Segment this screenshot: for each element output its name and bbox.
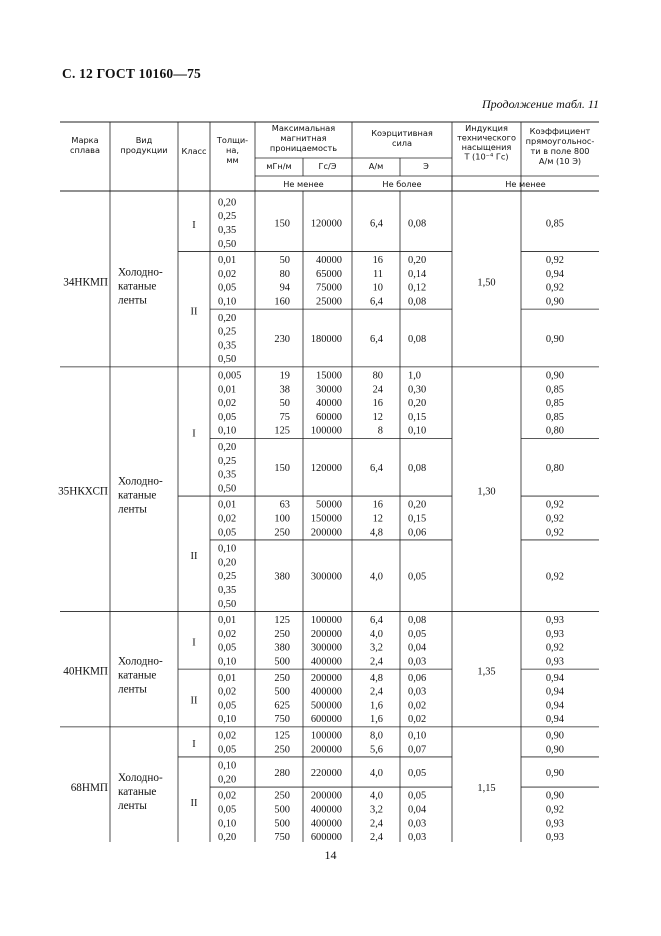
coercivity-oe-value: 0,06 <box>408 672 427 684</box>
coercivity-am-value: 11 <box>372 268 383 280</box>
rect-coef-value: 0,85 <box>545 411 564 423</box>
unit-gs-per-oe: Гс/Э <box>318 161 337 171</box>
permeability-mh-value: 125 <box>274 425 290 437</box>
permeability-gs-value: 150000 <box>310 513 342 525</box>
thickness-value: 0,02 <box>218 790 237 802</box>
product-type: катаные <box>118 280 157 293</box>
coercivity-oe-value: 0,20 <box>408 255 427 267</box>
permeability-mh-value: 500 <box>274 686 290 698</box>
thickness-value: 0,20 <box>218 441 237 453</box>
coercivity-am-value: 6,4 <box>370 296 383 308</box>
thickness-value: 0,05 <box>218 282 237 294</box>
coercivity-am-value: 1,6 <box>370 700 383 712</box>
permeability-mh-value: 250 <box>274 744 290 756</box>
thickness-value: 0,35 <box>218 584 237 596</box>
permeability-gs-value: 25000 <box>316 296 342 308</box>
rect-coef-value: 0,92 <box>545 642 564 654</box>
thickness-value: 0,05 <box>218 527 237 539</box>
permeability-mh-value: 150 <box>274 218 290 230</box>
column-header-induction: Т (10⁻⁴ Гс) <box>464 151 509 162</box>
thickness-value: 0,05 <box>218 411 237 423</box>
rect-coef-value: 0,92 <box>545 255 564 267</box>
column-header-permeability: проницаемость <box>269 143 338 153</box>
unit-mh-per-m: мГн/м <box>266 161 292 171</box>
column-header-rect-coef: А/м (10 Э) <box>538 156 582 166</box>
page-header: С. 12 ГОСТ 10160—75 <box>62 66 201 81</box>
permeability-gs-value: 400000 <box>310 686 342 698</box>
permeability-mh-value: 380 <box>274 642 290 654</box>
thickness-value: 0,10 <box>218 543 237 555</box>
permeability-mh-value: 100 <box>274 513 290 525</box>
thickness-value: 0,02 <box>218 268 237 280</box>
thickness-value: 0,05 <box>218 804 237 816</box>
coercivity-am-value: 6,4 <box>370 463 383 475</box>
coercivity-oe-value: 0,02 <box>408 714 427 726</box>
column-header-thickness: на, <box>226 145 239 155</box>
permeability-gs-value: 500000 <box>310 700 342 712</box>
coercivity-am-value: 16 <box>372 499 383 511</box>
coercivity-am-value: 4,0 <box>370 628 383 640</box>
rect-coef-value: 0,93 <box>545 818 564 830</box>
permeability-mh-value: 50 <box>279 255 290 267</box>
rect-coef-value: 0,90 <box>545 334 564 345</box>
coercivity-am-value: 2,4 <box>370 656 383 668</box>
coercivity-am-value: 2,4 <box>370 686 383 698</box>
product-type: Холодно- <box>118 772 163 785</box>
thickness-value: 0,20 <box>218 832 237 844</box>
coercivity-am-value: 5,6 <box>370 744 383 756</box>
permeability-mh-value: 63 <box>279 499 290 511</box>
permeability-gs-value: 200000 <box>310 790 342 802</box>
permeability-mh-value: 230 <box>274 334 290 345</box>
thickness-value: 0,02 <box>218 730 237 742</box>
class-label: II <box>190 551 198 562</box>
thickness-value: 0,02 <box>218 686 237 698</box>
coercivity-am-value: 3,2 <box>370 804 383 816</box>
permeability-gs-value: 120000 <box>310 218 342 230</box>
permeability-mh-value: 250 <box>274 672 290 684</box>
rect-coef-value: 0,85 <box>545 218 564 230</box>
thickness-value: 0,01 <box>218 499 237 511</box>
thickness-value: 0,50 <box>218 354 237 366</box>
rect-coef-value: 0,90 <box>545 296 564 308</box>
alloy-grade: 40НКМП <box>63 665 108 678</box>
thickness-value: 0,20 <box>218 557 237 569</box>
thickness-value: 0,50 <box>218 598 237 610</box>
coercivity-oe-value: 0,15 <box>408 411 427 423</box>
product-type: ленты <box>118 503 147 516</box>
thickness-value: 0,01 <box>218 672 237 684</box>
column-header-induction: технического <box>457 132 516 143</box>
limit-not-more-coerc: Не более <box>382 179 422 189</box>
rect-coef-value: 0,90 <box>545 790 564 802</box>
rect-coef-value: 0,85 <box>545 398 564 410</box>
product-type: ленты <box>118 683 147 696</box>
permeability-mh-value: 380 <box>274 571 290 583</box>
coercivity-oe-value: 0,05 <box>408 628 427 640</box>
rect-coef-value: 0,92 <box>545 499 564 511</box>
coercivity-am-value: 4,8 <box>370 527 383 539</box>
column-header-class: Класс <box>181 146 207 156</box>
permeability-mh-value: 125 <box>274 615 290 627</box>
rect-coef-value: 0,92 <box>545 513 564 525</box>
coercivity-oe-value: 0,03 <box>408 832 427 844</box>
permeability-gs-value: 400000 <box>310 656 342 668</box>
thickness-value: 0,10 <box>218 760 237 772</box>
table-continuation-caption: Продолжение табл. 11 <box>481 97 599 111</box>
coercivity-oe-value: 0,08 <box>408 296 427 308</box>
product-type: Холодно- <box>118 655 163 668</box>
permeability-mh-value: 75 <box>279 411 290 423</box>
permeability-mh-value: 160 <box>274 296 290 308</box>
permeability-mh-value: 150 <box>274 463 290 475</box>
permeability-mh-value: 250 <box>274 527 290 539</box>
rect-coef-value: 0,92 <box>545 282 564 294</box>
permeability-mh-value: 500 <box>274 804 290 816</box>
product-type: катаные <box>118 786 157 799</box>
page-number: 14 <box>324 848 337 862</box>
coercivity-am-value: 4,0 <box>370 790 383 802</box>
coercivity-am-value: 3,2 <box>370 642 383 654</box>
permeability-mh-value: 750 <box>274 832 290 844</box>
permeability-gs-value: 400000 <box>310 818 342 830</box>
rect-coef-value: 0,93 <box>545 656 564 668</box>
column-header-rect-coef: Коэффициент <box>529 126 591 136</box>
coercivity-oe-value: 0,05 <box>408 768 427 779</box>
permeability-gs-value: 120000 <box>310 463 342 475</box>
coercivity-am-value: 80 <box>372 370 383 382</box>
coercivity-am-value: 6,4 <box>370 334 383 345</box>
permeability-mh-value: 80 <box>279 268 290 280</box>
coercivity-oe-value: 0,06 <box>408 527 427 539</box>
class-label: II <box>190 798 198 810</box>
unit-a-per-m: А/м <box>368 161 384 171</box>
column-header-grade: Марка <box>71 135 99 145</box>
class-label: I <box>192 637 196 649</box>
coercivity-am-value: 1,6 <box>370 714 383 726</box>
coercivity-oe-value: 0,20 <box>408 398 427 410</box>
induction-value: 1,50 <box>477 277 496 289</box>
unit-oersted: Э <box>423 161 429 171</box>
permeability-gs-value: 220000 <box>310 768 342 779</box>
coercivity-oe-value: 0,05 <box>408 790 427 802</box>
induction-value: 1,30 <box>477 486 496 498</box>
coercivity-oe-value: 0,03 <box>408 686 427 698</box>
column-header-grade: сплава <box>70 145 100 155</box>
product-type: катаные <box>118 489 157 502</box>
rect-coef-value: 0,93 <box>545 615 564 627</box>
permeability-gs-value: 400000 <box>310 804 342 816</box>
table-body <box>58 197 565 843</box>
coercivity-oe-value: 0,03 <box>408 656 427 668</box>
permeability-gs-value: 75000 <box>316 282 342 294</box>
rect-coef-value: 0,92 <box>545 804 564 816</box>
class-label: I <box>192 219 196 231</box>
thickness-value: 0,35 <box>218 469 237 481</box>
coercivity-oe-value: 0,12 <box>408 282 427 294</box>
product-type: Холодно- <box>118 475 163 488</box>
coercivity-oe-value: 0,14 <box>408 268 427 280</box>
column-header-thickness: Толщи- <box>216 135 249 145</box>
column-header-coercivity: Коэрцитивная <box>371 128 433 138</box>
permeability-gs-value: 100000 <box>310 615 342 627</box>
column-header-rect-coef: ти в поле 800 <box>530 146 590 156</box>
rect-coef-value: 0,90 <box>545 730 564 742</box>
permeability-gs-value: 15000 <box>316 370 342 382</box>
permeability-mh-value: 19 <box>279 370 290 382</box>
coercivity-oe-value: 0,08 <box>408 218 427 230</box>
permeability-gs-value: 200000 <box>310 672 342 684</box>
alloy-grade: 35НКХСП <box>58 485 108 498</box>
coercivity-am-value: 8 <box>377 425 383 437</box>
induction-value: 1,35 <box>477 666 496 678</box>
permeability-gs-value: 600000 <box>310 714 342 726</box>
thickness-value: 0,01 <box>218 384 237 396</box>
rect-coef-value: 0,92 <box>545 527 564 539</box>
thickness-value: 0,02 <box>218 398 237 410</box>
permeability-gs-value: 180000 <box>310 334 342 345</box>
permeability-gs-value: 30000 <box>316 384 342 396</box>
thickness-value: 0,05 <box>218 642 237 654</box>
coercivity-am-value: 16 <box>372 398 383 410</box>
thickness-value: 0,25 <box>218 326 237 338</box>
rect-coef-value: 0,94 <box>545 714 564 726</box>
permeability-mh-value: 500 <box>274 818 290 830</box>
coercivity-am-value: 2,4 <box>370 832 383 844</box>
column-header-permeability: магнитная <box>280 133 327 143</box>
thickness-value: 0,10 <box>218 818 237 830</box>
rect-coef-value: 0,93 <box>545 628 564 640</box>
thickness-value: 0,50 <box>218 483 237 495</box>
coercivity-am-value: 6,4 <box>370 218 383 230</box>
thickness-value: 0,10 <box>218 296 237 308</box>
thickness-value: 0,02 <box>218 628 237 640</box>
rect-coef-value: 0,80 <box>545 463 564 475</box>
rect-coef-value: 0,90 <box>545 370 564 382</box>
permeability-gs-value: 200000 <box>310 628 342 640</box>
permeability-gs-value: 600000 <box>310 832 342 844</box>
permeability-gs-value: 100000 <box>310 730 342 742</box>
permeability-gs-value: 40000 <box>316 398 342 410</box>
thickness-value: 0,10 <box>218 656 237 668</box>
permeability-gs-value: 50000 <box>316 499 342 511</box>
thickness-value: 0,25 <box>218 211 237 223</box>
permeability-gs-value: 60000 <box>316 411 342 423</box>
thickness-value: 0,35 <box>218 224 237 236</box>
class-label: II <box>190 306 198 318</box>
permeability-mh-value: 250 <box>274 628 290 640</box>
product-type: ленты <box>118 294 147 307</box>
coercivity-oe-value: 0,30 <box>408 384 427 396</box>
rect-coef-value: 0,92 <box>545 571 564 583</box>
permeability-mh-value: 50 <box>279 398 290 410</box>
rect-coef-value: 0,90 <box>545 744 564 756</box>
coercivity-am-value: 24 <box>372 384 383 396</box>
rect-coef-value: 0,94 <box>545 672 564 684</box>
rect-coef-value: 0,93 <box>545 832 564 844</box>
limit-not-less-induction: Не менее <box>505 179 546 189</box>
permeability-mh-value: 125 <box>274 730 290 742</box>
coercivity-am-value: 10 <box>372 282 383 294</box>
table-header <box>70 123 594 189</box>
coercivity-am-value: 4,0 <box>370 768 383 779</box>
coercivity-oe-value: 0,08 <box>408 615 427 627</box>
product-type: Холодно- <box>118 266 163 279</box>
alloy-grade: 68НМП <box>70 782 108 795</box>
permeability-mh-value: 625 <box>274 700 290 712</box>
coercivity-am-value: 12 <box>372 513 383 525</box>
column-header-thickness: мм <box>226 155 239 165</box>
coercivity-oe-value: 1,0 <box>408 370 421 382</box>
limit-not-less-perm: Не менее <box>283 179 324 189</box>
permeability-mh-value: 94 <box>279 282 290 294</box>
column-header-product: продукции <box>120 145 168 155</box>
coercivity-oe-value: 0,02 <box>408 700 427 712</box>
coercivity-oe-value: 0,04 <box>408 804 427 816</box>
thickness-value: 0,35 <box>218 340 237 352</box>
coercivity-oe-value: 0,20 <box>408 499 427 511</box>
thickness-value: 0,005 <box>218 370 242 382</box>
rect-coef-value: 0,94 <box>545 700 564 712</box>
coercivity-oe-value: 0,07 <box>408 744 427 756</box>
permeability-gs-value: 300000 <box>310 642 342 654</box>
thickness-value: 0,01 <box>218 255 237 267</box>
thickness-value: 0,05 <box>218 700 237 712</box>
thickness-value: 0,10 <box>218 714 237 726</box>
coercivity-oe-value: 0,10 <box>408 425 427 437</box>
column-header-rect-coef: прямоугольнос- <box>525 136 595 146</box>
rect-coef-value: 0,85 <box>545 384 564 396</box>
permeability-gs-value: 200000 <box>310 527 342 539</box>
product-type: катаные <box>118 669 157 682</box>
permeability-mh-value: 750 <box>274 714 290 726</box>
thickness-value: 0,25 <box>218 455 237 467</box>
permeability-mh-value: 280 <box>274 768 290 779</box>
coercivity-oe-value: 0,05 <box>408 571 427 583</box>
permeability-gs-value: 300000 <box>310 571 342 583</box>
thickness-value: 0,50 <box>218 238 237 250</box>
permeability-gs-value: 100000 <box>310 425 342 437</box>
column-header-induction: насыщения <box>461 142 512 152</box>
coercivity-am-value: 4,0 <box>370 571 383 583</box>
coercivity-am-value: 6,4 <box>370 615 383 627</box>
permeability-gs-value: 40000 <box>316 255 342 267</box>
coercivity-oe-value: 0,04 <box>408 642 427 654</box>
class-label: I <box>192 428 196 440</box>
column-header-induction: Индукция <box>465 123 508 133</box>
permeability-mh-value: 38 <box>279 384 290 396</box>
coercivity-oe-value: 0,10 <box>408 730 427 742</box>
coercivity-oe-value: 0,03 <box>408 818 427 830</box>
class-label: II <box>190 695 198 707</box>
thickness-value: 0,25 <box>218 571 237 583</box>
rect-coef-value: 0,90 <box>545 768 564 779</box>
rect-coef-value: 0,80 <box>545 425 564 437</box>
thickness-value: 0,10 <box>218 425 237 437</box>
permeability-mh-value: 500 <box>274 656 290 668</box>
coercivity-oe-value: 0,08 <box>408 463 427 475</box>
column-header-permeability: Максимальная <box>271 123 336 133</box>
class-label: I <box>192 739 196 751</box>
product-type: ленты <box>118 800 147 813</box>
alloy-grade: 34НКМП <box>63 276 108 289</box>
coercivity-am-value: 16 <box>372 255 383 267</box>
permeability-mh-value: 250 <box>274 790 290 802</box>
coercivity-oe-value: 0,08 <box>408 334 427 345</box>
column-header-coercivity: сила <box>391 138 413 148</box>
induction-value: 1,15 <box>477 783 496 795</box>
thickness-value: 0,20 <box>218 197 237 209</box>
thickness-value: 0,20 <box>218 774 237 786</box>
thickness-value: 0,01 <box>218 615 237 627</box>
rect-coef-value: 0,94 <box>545 686 564 698</box>
permeability-gs-value: 65000 <box>316 268 342 280</box>
column-header-product: Вид <box>135 135 153 145</box>
thickness-value: 0,05 <box>218 744 237 756</box>
coercivity-am-value: 12 <box>372 411 383 423</box>
thickness-value: 0,20 <box>218 312 237 324</box>
coercivity-am-value: 2,4 <box>370 818 383 830</box>
thickness-value: 0,02 <box>218 513 237 525</box>
coercivity-am-value: 8,0 <box>370 730 383 742</box>
permeability-gs-value: 200000 <box>310 744 342 756</box>
coercivity-oe-value: 0,15 <box>408 513 427 525</box>
rect-coef-value: 0,94 <box>545 268 564 280</box>
coercivity-am-value: 4,8 <box>370 672 383 684</box>
